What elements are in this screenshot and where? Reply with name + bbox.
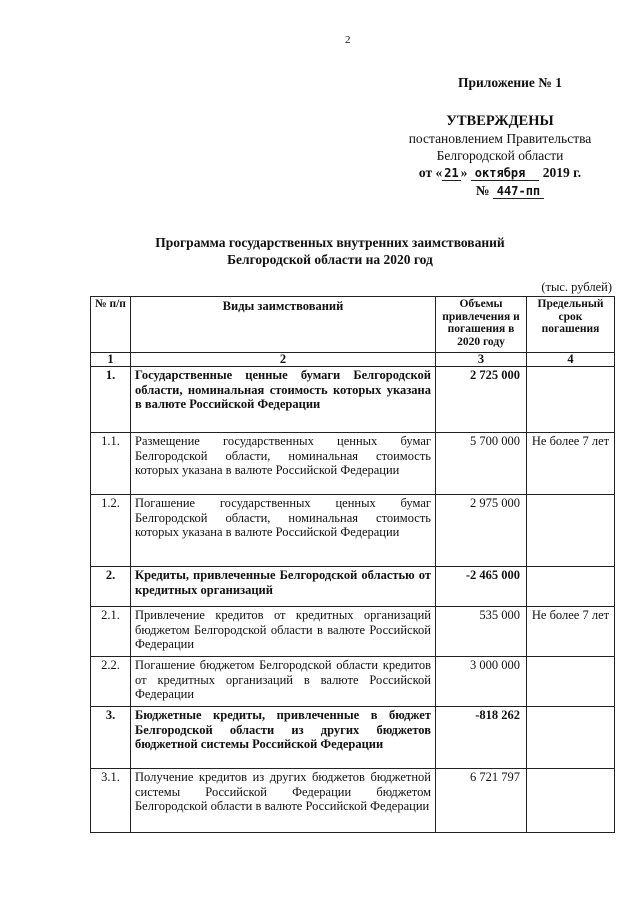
row-number: 2.	[91, 567, 131, 607]
row-term	[527, 707, 615, 769]
row-amount: -818 262	[436, 707, 527, 769]
row-term: Не более 7 лет	[527, 607, 615, 657]
date-mid: »	[460, 165, 468, 180]
row-term	[527, 769, 615, 833]
row-amount: 2 975 000	[436, 495, 527, 567]
row-term	[527, 567, 615, 607]
column-index: 2	[131, 353, 436, 367]
number-value: 447-пп	[493, 184, 544, 199]
table-row	[91, 433, 615, 495]
approval-line-1: постановлением Правительства	[408, 131, 592, 146]
row-number: 1.	[91, 367, 131, 433]
table-row	[91, 607, 615, 657]
approved-heading: УТВЕРЖДЕНЫ	[446, 113, 554, 129]
header-term: Предельный срок погашения	[527, 297, 615, 353]
header-num: № п/п	[91, 297, 131, 353]
table-row	[91, 707, 615, 769]
row-number: 1.1.	[91, 433, 131, 495]
row-description: Государственные ценные бумаги Белгородской области, номинальная стоимость которых указана в валюте Российской Федерации	[131, 367, 436, 433]
table-row	[91, 495, 615, 567]
table-row	[91, 769, 615, 833]
row-number: 3.1.	[91, 769, 131, 833]
approval-block	[380, 74, 620, 200]
row-term: Не более 7 лет	[527, 433, 615, 495]
date-prefix: от «	[418, 165, 443, 180]
borrowings-table	[90, 296, 615, 833]
title-line-2: Белгородской области на 2020 год	[227, 252, 433, 267]
number-prefix: №	[475, 183, 490, 198]
row-amount: 6 721 797	[436, 769, 527, 833]
row-description: Бюджетные кредиты, привлеченные в бюджет Белгородской области из других бюджетов бюджетной системы Российской Федерации	[131, 707, 436, 769]
date-day: 21	[444, 166, 459, 180]
column-index-row	[91, 353, 615, 367]
table-row	[91, 367, 615, 433]
header-kind: Виды заимствований	[131, 297, 436, 353]
date-year: 2019 г.	[542, 165, 582, 180]
approval-number	[400, 182, 620, 200]
row-amount: -2 465 000	[436, 567, 527, 607]
table-header-row	[91, 297, 615, 353]
row-amount: 2 725 000	[436, 367, 527, 433]
document-title	[120, 234, 540, 268]
row-term	[527, 657, 615, 707]
approval-date	[380, 164, 620, 182]
row-number: 2.2.	[91, 657, 131, 707]
row-term	[527, 495, 615, 567]
row-description: Кредиты, привлеченные Белгородской областью от кредитных организаций	[131, 567, 436, 607]
row-description: Погашение бюджетом Белгородской области кредитов от кредитных организаций в валюте Российской Федерации	[131, 657, 436, 707]
row-term	[527, 367, 615, 433]
row-description: Погашение государственных ценных бумаг Белгородской области, номинальная стоимость которых указана в валюте Российской Федерации	[131, 495, 436, 567]
row-number: 3.	[91, 707, 131, 769]
row-amount: 535 000	[436, 607, 527, 657]
date-month: октября	[471, 166, 540, 181]
page-number: 2	[345, 34, 351, 46]
row-number: 1.2.	[91, 495, 131, 567]
appendix-label: Приложение № 1	[458, 75, 562, 90]
approval-line-2: Белгородской области	[436, 148, 564, 163]
column-index: 4	[527, 353, 615, 367]
row-description: Привлечение кредитов от кредитных организаций бюджетом Белгородской области в валюте Российской Федерации	[131, 607, 436, 657]
row-number: 2.1.	[91, 607, 131, 657]
unit-note: (тыс. рублей)	[541, 280, 612, 294]
row-amount: 5 700 000	[436, 433, 527, 495]
column-index: 1	[91, 353, 131, 367]
header-volume: Объемы привлечения и погашения в 2020 году	[436, 297, 527, 353]
row-amount: 3 000 000	[436, 657, 527, 707]
row-description: Получение кредитов из других бюджетов бюджетной системы Российской Федерации бюджетом Белгородской области в валюте Российской Федерации	[131, 769, 436, 833]
row-description: Размещение государственных ценных бумаг Белгородской области, номинальная стоимость которых указана в валюте Российской Федерации	[131, 433, 436, 495]
title-line-1: Программа государственных внутренних заимствований	[155, 235, 505, 250]
table-row	[91, 657, 615, 707]
table-row	[91, 567, 615, 607]
column-index: 3	[436, 353, 527, 367]
